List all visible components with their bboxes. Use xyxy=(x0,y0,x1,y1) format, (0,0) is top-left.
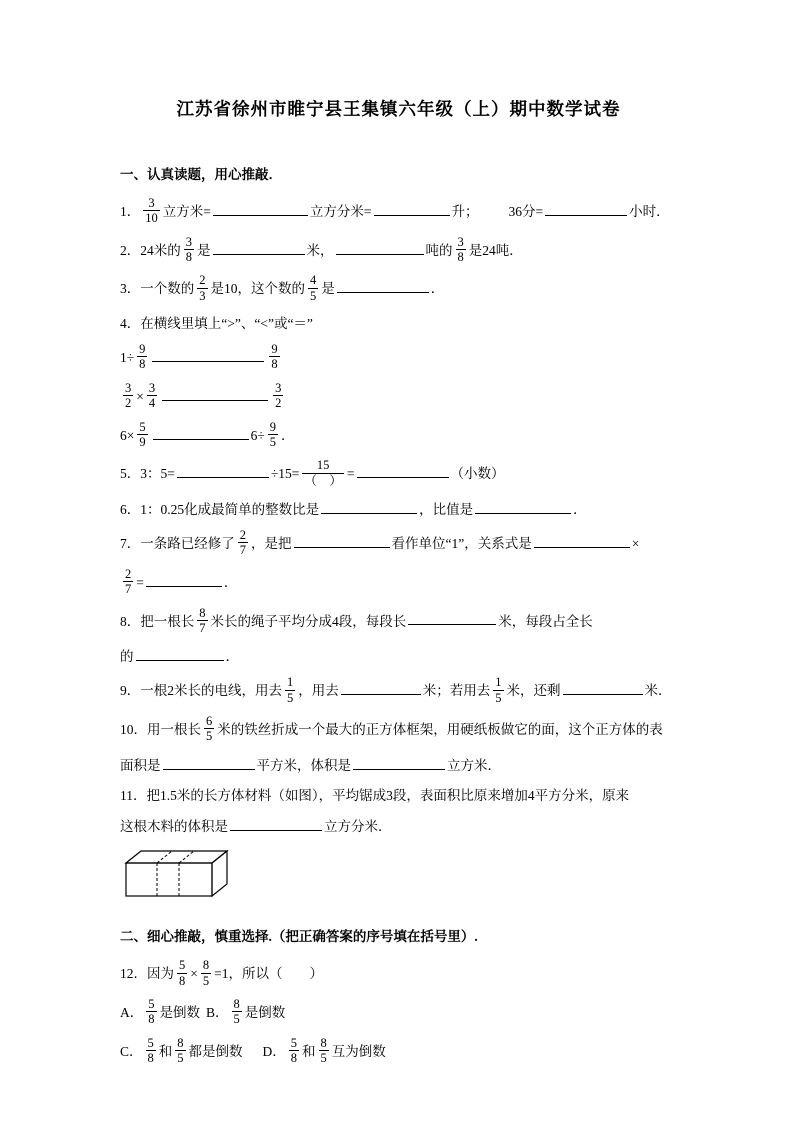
fraction xyxy=(268,420,278,450)
fraction-numerator: 8 xyxy=(199,605,206,620)
fraction xyxy=(143,196,160,226)
fraction-numerator: 15 xyxy=(316,458,330,473)
text-segment: × xyxy=(136,388,144,404)
fraction xyxy=(137,342,147,372)
fraction xyxy=(302,458,344,488)
fraction xyxy=(204,714,214,744)
text-segment: 米的铁丝折成一个最大的正方体框架，用硬纸板做它的面，这个正方体的表 xyxy=(217,721,663,737)
text-segment: 米；若用去 xyxy=(422,683,491,699)
answer-blank xyxy=(545,201,627,216)
text-segment: 36分= xyxy=(508,203,544,219)
fraction xyxy=(456,235,466,265)
text-segment: ，比值是 xyxy=(419,502,474,518)
text-segment: ，是把 xyxy=(251,535,292,551)
fraction-denominator: 5 xyxy=(206,729,213,744)
answer-blank xyxy=(353,755,445,770)
text-segment: ． xyxy=(281,427,295,443)
text-segment: ． xyxy=(223,574,238,590)
fraction-denominator: 10 xyxy=(145,211,158,226)
fraction xyxy=(197,606,207,636)
answer-blank xyxy=(357,463,449,478)
question-4-line-3 xyxy=(120,419,677,452)
fraction xyxy=(175,1036,185,1066)
fraction-denominator: 9 xyxy=(139,434,146,449)
answer-blank xyxy=(534,533,630,548)
answer-blank xyxy=(563,680,643,695)
fraction-denominator: 5 xyxy=(177,1051,184,1066)
fraction-denominator: 7 xyxy=(239,543,246,558)
text-segment: 1÷ xyxy=(120,350,135,366)
answer-blank xyxy=(374,201,450,216)
fraction-numerator: 8 xyxy=(202,958,210,973)
question-6 xyxy=(120,499,677,521)
fraction-numerator: 5 xyxy=(179,958,186,973)
text-segment: D． xyxy=(262,1043,286,1059)
fraction-denominator: 5 xyxy=(310,288,317,303)
text-segment: 米，还剩 xyxy=(506,683,561,699)
fraction xyxy=(269,342,279,372)
fraction xyxy=(285,675,295,705)
text-segment: 5．3：5= xyxy=(120,466,175,482)
answer-blank xyxy=(336,240,424,255)
fraction-numerator: 5 xyxy=(147,1035,154,1050)
answer-blank xyxy=(163,755,255,770)
answer-blank xyxy=(321,499,417,514)
spacer xyxy=(243,1055,263,1056)
question-10 xyxy=(120,713,677,746)
fraction-numerator: 4 xyxy=(310,273,317,288)
fraction xyxy=(177,958,187,988)
fraction-numerator: 8 xyxy=(320,1035,327,1050)
text-segment: 1． xyxy=(120,203,141,219)
question-11 xyxy=(120,786,677,807)
fraction-denominator: 5 xyxy=(269,434,277,449)
answer-blank xyxy=(408,610,496,625)
question-11-figure xyxy=(120,846,677,907)
fraction-denominator: 8 xyxy=(179,973,186,988)
question-3 xyxy=(120,275,677,305)
text-segment: 12．因为 xyxy=(120,966,174,982)
fraction-numerator: 3 xyxy=(457,234,464,249)
question-8 xyxy=(120,605,677,638)
text-segment: 是 xyxy=(197,242,211,258)
fraction-numerator: 3 xyxy=(275,380,282,395)
fraction-numerator: 9 xyxy=(271,342,278,357)
text-segment: ÷15= xyxy=(270,466,300,482)
text-segment: = xyxy=(136,574,144,590)
fraction-denominator: 2 xyxy=(125,396,132,411)
answer-blank xyxy=(146,572,222,587)
fraction-numerator: 3 xyxy=(125,380,132,395)
text-segment: 小时． xyxy=(629,203,670,219)
fraction xyxy=(147,381,157,411)
fraction xyxy=(184,235,194,265)
question-4-line-1 xyxy=(120,344,677,374)
fraction xyxy=(146,1036,156,1066)
question-8-line-2 xyxy=(120,646,677,668)
answer-blank xyxy=(337,278,429,293)
question-10-line-2 xyxy=(120,755,677,777)
question-2 xyxy=(120,234,677,267)
text-segment: ． xyxy=(573,502,587,518)
text-segment: 是24吨． xyxy=(468,242,523,258)
fraction-numerator: 3 xyxy=(148,195,155,210)
text-segment: 和 xyxy=(158,1043,173,1059)
question-12 xyxy=(120,960,677,990)
text-segment: 6．1：0.25化成最简单的整数比是 xyxy=(120,502,320,518)
cuboid-diagram-svg xyxy=(122,846,234,900)
fraction xyxy=(238,528,248,558)
fraction-denominator: 8 xyxy=(271,357,278,372)
fraction xyxy=(493,675,503,705)
fraction xyxy=(201,958,211,988)
question-9 xyxy=(120,677,677,707)
text-segment: 9．一根2米长的电线，用去 xyxy=(120,683,282,699)
text-segment: 立方米= xyxy=(162,203,211,219)
question-12-options-cd xyxy=(120,1035,677,1068)
text-segment: × xyxy=(190,966,198,982)
text-segment: 7．一条路已经修了 xyxy=(120,535,235,551)
fraction-denominator: 2 xyxy=(275,396,282,411)
question-12-options-ab xyxy=(120,999,677,1029)
text-segment: 的 xyxy=(120,649,134,665)
fraction-denominator: 7 xyxy=(125,582,132,597)
fraction-numerator: 3 xyxy=(148,380,156,395)
text-segment: 是倒数 xyxy=(244,1005,286,1021)
text-segment: = xyxy=(346,466,355,482)
text-segment: ． xyxy=(225,649,239,665)
answer-blank xyxy=(213,240,305,255)
spacer xyxy=(479,215,509,216)
fraction-denominator: 4 xyxy=(148,396,156,411)
answer-blank xyxy=(152,347,264,362)
text-segment: ，用去 xyxy=(298,683,339,699)
fraction xyxy=(146,997,156,1027)
text-segment: ． xyxy=(430,281,445,297)
fraction-numerator: 5 xyxy=(139,419,146,434)
text-segment: 一、认真读题，用心推敲． xyxy=(120,167,282,182)
text-segment: 是10，这个数的 xyxy=(210,281,305,297)
text-segment: × xyxy=(631,535,640,551)
text-segment: 吨的 xyxy=(425,242,453,258)
text-segment: 互为倒数 xyxy=(331,1043,386,1059)
text-segment: 二、细心推敲，慎重选择.（把正确答案的序号填在括号里）. xyxy=(120,929,478,945)
fraction-numerator: 9 xyxy=(139,342,146,357)
fraction-numerator: 1 xyxy=(495,675,502,690)
fraction xyxy=(123,381,133,411)
question-1 xyxy=(120,195,677,228)
fraction xyxy=(232,997,242,1027)
fraction-numerator: 1 xyxy=(287,675,294,690)
text-segment: C． xyxy=(120,1043,143,1059)
fraction-denominator: 5 xyxy=(233,1012,240,1027)
answer-blank xyxy=(153,425,249,440)
text-segment: 是 xyxy=(321,281,335,297)
text-segment: 米，每段占全长 xyxy=(498,613,593,629)
fraction-numerator: 3 xyxy=(185,234,192,249)
question-7-line-2 xyxy=(120,566,677,599)
text-segment: 2．24米的 xyxy=(120,242,181,258)
fraction-numerator: 5 xyxy=(148,997,155,1012)
fraction-denominator: 5 xyxy=(320,1051,327,1066)
text-segment: B． xyxy=(206,1005,229,1021)
text-segment: 米长的绳子平均分成4段，每段长 xyxy=(210,613,407,629)
text-segment: （小数） xyxy=(450,466,505,482)
text-segment: 面积是 xyxy=(120,757,161,773)
fraction xyxy=(289,1036,299,1066)
text-segment: 米． xyxy=(644,683,672,699)
fraction-denominator: 8 xyxy=(139,357,146,372)
fraction-numerator: 9 xyxy=(269,419,277,434)
question-4-line-2 xyxy=(120,380,677,413)
fraction-denominator: 7 xyxy=(199,620,206,635)
fraction xyxy=(137,420,147,450)
text-segment: 3．一个数的 xyxy=(120,281,195,297)
answer-blank xyxy=(177,463,269,478)
answer-blank xyxy=(136,646,224,661)
answer-blank xyxy=(230,816,322,831)
fraction-numerator: 8 xyxy=(233,997,240,1012)
text-segment: 6÷ xyxy=(250,427,265,443)
fraction-denominator: 8 xyxy=(457,250,464,265)
text-segment: =1，所以（ ） xyxy=(214,966,323,982)
text-segment: 平方米，体积是 xyxy=(256,757,351,773)
text-segment: 11．把1.5米的长方体材料（如图），平均锯成3段，表面积比原来增加4平方分米，原来 xyxy=(120,787,630,803)
text-segment: 6× xyxy=(120,427,135,443)
text-segment: 升； xyxy=(451,203,479,219)
section-2-header xyxy=(120,927,677,948)
question-11-line-2 xyxy=(120,816,677,838)
answer-blank xyxy=(162,386,268,401)
fraction-numerator: 2 xyxy=(239,528,246,543)
text-segment: 是倒数 xyxy=(159,1005,200,1021)
question-5 xyxy=(120,460,677,490)
cuboid-figure xyxy=(122,846,234,907)
fraction-numerator: 2 xyxy=(199,273,206,288)
fraction-denominator: 8 xyxy=(148,1012,155,1027)
fraction-denominator: （ ） xyxy=(304,473,342,488)
fraction-denominator: 8 xyxy=(185,250,192,265)
answer-blank xyxy=(341,680,421,695)
question-7 xyxy=(120,530,677,560)
text-segment: 和 xyxy=(302,1043,316,1059)
text-segment: 这根木料的体积是 xyxy=(120,818,228,834)
text-segment: 8．把一根长 xyxy=(120,613,195,629)
question-4 xyxy=(120,314,677,335)
text-segment: 立方分米= xyxy=(309,203,372,219)
text-segment: 都是倒数 xyxy=(188,1043,243,1059)
exam-title: 江苏省徐州市睢宁县王集镇六年级（上）期中数学试卷 xyxy=(176,99,621,119)
fraction-numerator: 2 xyxy=(125,566,132,581)
fraction-numerator: 6 xyxy=(206,713,213,728)
text-segment: 10．用一根长 xyxy=(120,721,201,737)
fraction-denominator: 5 xyxy=(287,690,294,705)
section-1-header xyxy=(120,165,677,186)
fraction-denominator: 8 xyxy=(290,1051,298,1066)
text-segment: 立方分米． xyxy=(324,818,392,834)
text-segment: 看作单位“1”，关系式是 xyxy=(391,535,532,551)
text-segment: A． xyxy=(120,1005,144,1021)
text-segment: 立方米． xyxy=(447,757,501,773)
fraction xyxy=(308,273,318,303)
document-body xyxy=(120,165,677,1068)
fraction xyxy=(319,1036,329,1066)
fraction-numerator: 8 xyxy=(177,1035,184,1050)
fraction-denominator: 5 xyxy=(495,690,502,705)
fraction-denominator: 8 xyxy=(147,1051,154,1066)
answer-blank xyxy=(294,533,390,548)
fraction xyxy=(123,567,133,597)
answer-blank xyxy=(475,499,571,514)
answer-blank xyxy=(213,201,308,216)
fraction xyxy=(273,381,283,411)
fraction-denominator: 3 xyxy=(199,288,206,303)
fraction xyxy=(197,273,207,303)
text-segment: 米， xyxy=(306,242,334,258)
fraction-denominator: 5 xyxy=(202,973,210,988)
fraction-numerator: 5 xyxy=(290,1035,298,1050)
text-segment: 4．在横线里填上“>”、“<”或“＝” xyxy=(120,316,313,332)
